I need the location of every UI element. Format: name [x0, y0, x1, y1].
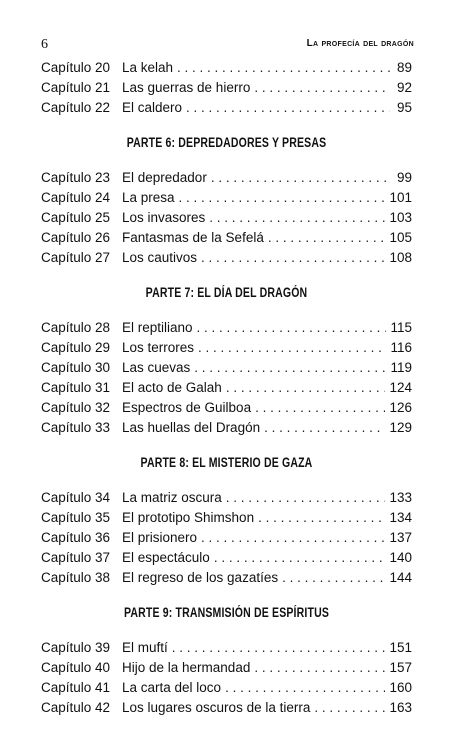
- toc-entry: [41, 700, 412, 720]
- chapter-title: Los terrores: [122, 340, 195, 355]
- toc-entry: [41, 60, 412, 80]
- dot-leader: [211, 170, 390, 185]
- page-ref: 92: [396, 80, 412, 95]
- dot-leader: [254, 660, 385, 675]
- chapter-title: Los invasores: [122, 210, 206, 225]
- dot-leader: [314, 700, 385, 715]
- dot-leader: [255, 400, 385, 415]
- page-ref: 99: [396, 170, 412, 185]
- page-ref: 144: [389, 570, 412, 585]
- dot-leader: [177, 60, 390, 75]
- chapter-label: Capítulo 21: [41, 80, 111, 95]
- chapter-label: Capítulo 26: [41, 230, 111, 245]
- toc-entry: [41, 340, 412, 360]
- dot-leader: [254, 80, 390, 95]
- chapter-title: La presa: [122, 190, 175, 205]
- toc-entry: [41, 320, 412, 340]
- chapter-title: El depredador: [122, 170, 207, 185]
- dot-leader: [226, 490, 386, 505]
- page-ref: 160: [389, 680, 412, 695]
- chapter-title: El espectáculo: [122, 550, 210, 565]
- toc-entry: [41, 400, 412, 420]
- page-ref: 124: [389, 380, 412, 395]
- toc-entry: [41, 570, 412, 590]
- chapter-title: La matriz oscura: [122, 490, 222, 505]
- chapter-label: Capítulo 29: [41, 340, 111, 355]
- chapter-label: Capítulo 35: [41, 510, 111, 525]
- chapter-label: Capítulo 23: [41, 170, 111, 185]
- chapter-label: Capítulo 37: [41, 550, 111, 565]
- dot-leader: [201, 250, 385, 265]
- page-ref: 129: [389, 420, 412, 435]
- toc-entry: [41, 550, 412, 570]
- toc-entry: [41, 100, 412, 120]
- chapter-label: Capítulo 25: [41, 210, 111, 225]
- chapter-label: Capítulo 38: [41, 570, 111, 585]
- chapter-title: La carta del loco: [122, 680, 222, 695]
- page-ref: 95: [396, 100, 412, 115]
- dot-leader: [258, 510, 385, 525]
- chapter-title: Las huellas del Dragón: [122, 420, 261, 435]
- chapter-label: Capítulo 32: [41, 400, 111, 415]
- chapter-title: El caldero: [122, 100, 183, 115]
- chapter-title: El regreso de los gazatíes: [122, 570, 279, 585]
- page-ref: 116: [390, 340, 412, 355]
- chapter-label: Capítulo 30: [41, 360, 111, 375]
- toc-entry: [41, 170, 412, 190]
- chapter-label: Capítulo 41: [41, 680, 111, 695]
- dot-leader: [201, 530, 385, 545]
- toc-entry: [41, 510, 412, 530]
- chapter-label: Capítulo 42: [41, 700, 111, 715]
- toc-entry: [41, 640, 412, 660]
- page-ref: 133: [389, 490, 412, 505]
- page-ref: 137: [389, 530, 412, 545]
- dot-leader: [225, 680, 385, 695]
- dot-leader: [172, 640, 386, 655]
- chapter-title: Espectros de Guilboa: [122, 400, 252, 415]
- chapter-title: La kelah: [122, 60, 174, 75]
- page-number: 6: [41, 37, 48, 52]
- chapter-label: Capítulo 22: [41, 100, 111, 115]
- dot-leader: [198, 340, 386, 355]
- chapter-title: El muftí: [122, 640, 168, 655]
- toc-entry: [41, 490, 412, 510]
- chapter-label: Capítulo 36: [41, 530, 111, 545]
- dot-leader: [197, 320, 387, 335]
- part-heading: PARTE 7: EL DÍA DEL DRAGÓN: [145, 285, 308, 300]
- page-ref: 119: [390, 360, 412, 375]
- chapter-title: El prototipo Shimshon: [122, 510, 255, 525]
- dot-leader: [214, 550, 386, 565]
- toc-entry: [41, 250, 412, 270]
- toc-entry: [41, 80, 412, 100]
- table-of-contents: [41, 60, 412, 720]
- toc-entry: [41, 190, 412, 210]
- dot-leader: [209, 210, 385, 225]
- dot-leader: [186, 100, 390, 115]
- chapter-label: Capítulo 28: [41, 320, 111, 335]
- dot-leader: [194, 360, 386, 375]
- chapter-title: Los cautivos: [122, 250, 198, 265]
- chapter-title: Las guerras de hierro: [122, 80, 251, 95]
- page-ref: 108: [389, 250, 412, 265]
- dot-leader: [282, 570, 385, 585]
- page-ref: 140: [389, 550, 412, 565]
- toc-entry: [41, 210, 412, 230]
- toc-entry: [41, 530, 412, 550]
- part-heading: PARTE 9: TRANSMISIÓN DE ESPÍRITUS: [123, 605, 330, 620]
- page-ref: 101: [389, 190, 412, 205]
- part-heading: PARTE 6: DEPREDADORES Y PRESAS: [126, 135, 327, 150]
- chapter-title: Fantasmas de la Sefelá: [122, 230, 264, 245]
- chapter-label: Capítulo 27: [41, 250, 111, 265]
- toc-entry: [41, 660, 412, 680]
- page-ref: 126: [389, 400, 412, 415]
- chapter-title: Hijo de la hermandad: [122, 660, 251, 675]
- chapter-title: Las cuevas: [122, 360, 191, 375]
- toc-entry: [41, 230, 412, 250]
- page-ref: 151: [389, 640, 412, 655]
- page-ref: 163: [389, 700, 412, 715]
- chapter-label: Capítulo 33: [41, 420, 111, 435]
- toc-entry: [41, 380, 412, 400]
- page-ref: 89: [396, 60, 412, 75]
- dot-leader: [268, 230, 386, 245]
- part-heading: PARTE 8: EL MISTERIO DE GAZA: [140, 455, 313, 470]
- chapter-label: Capítulo 39: [41, 640, 111, 655]
- toc-entry: [41, 420, 412, 440]
- page-ref: 134: [389, 510, 412, 525]
- chapter-label: Capítulo 24: [41, 190, 111, 205]
- toc-entry: [41, 680, 412, 700]
- chapter-title: El acto de Galah: [122, 380, 222, 395]
- running-title: La profecía del dragón: [306, 38, 414, 49]
- chapter-title: El prisionero: [122, 530, 198, 545]
- dot-leader: [226, 380, 386, 395]
- chapter-label: Capítulo 20: [41, 60, 111, 75]
- chapter-label: Capítulo 40: [41, 660, 111, 675]
- page-ref: 157: [389, 660, 412, 675]
- page-ref: 103: [389, 210, 412, 225]
- page-ref: 115: [390, 320, 412, 335]
- chapter-label: Capítulo 31: [41, 380, 111, 395]
- chapter-title: Los lugares oscuros de la tierra: [122, 700, 311, 715]
- page-ref: 105: [389, 230, 412, 245]
- chapter-title: El reptiliano: [122, 320, 193, 335]
- dot-leader: [179, 190, 386, 205]
- toc-entry: [41, 360, 412, 380]
- chapter-label: Capítulo 34: [41, 490, 111, 505]
- dot-leader: [264, 420, 385, 435]
